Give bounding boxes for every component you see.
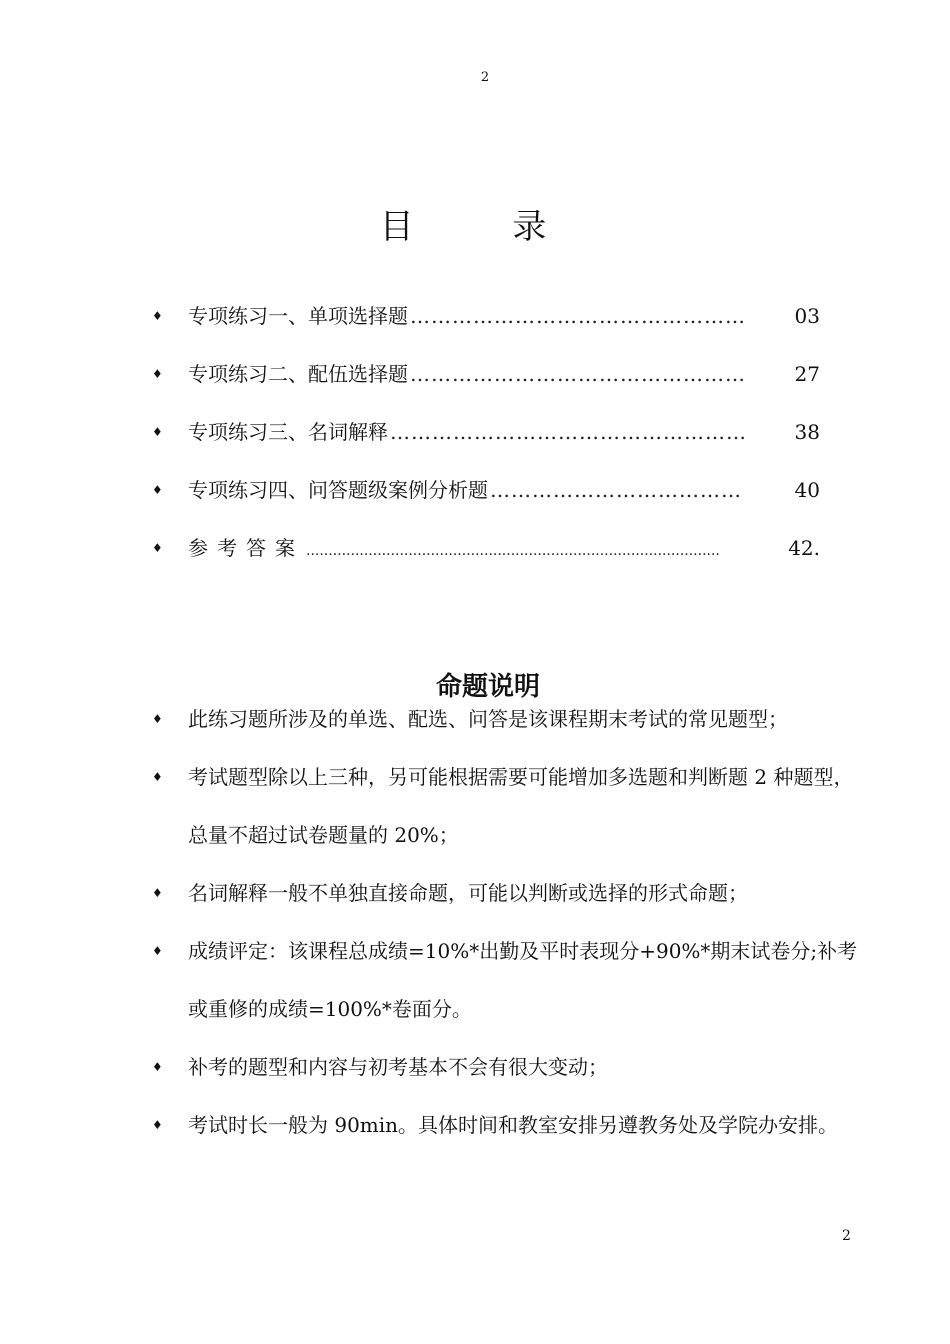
note-item <box>152 690 864 748</box>
diamond-bullet-icon: ♦ <box>152 367 163 381</box>
toc-leader-dots: ………………………………………… <box>410 304 746 328</box>
toc-item-page: 40 <box>794 478 820 502</box>
note-item <box>152 748 864 864</box>
diamond-bullet-icon: ♦ <box>152 944 163 958</box>
diamond-bullet-icon: ♦ <box>152 770 163 784</box>
toc-item-page: 38 <box>794 420 820 444</box>
diamond-bullet-icon: ♦ <box>152 1118 163 1132</box>
notes-title: 命题说明 <box>435 671 540 702</box>
diamond-bullet-icon: ♦ <box>152 541 163 555</box>
notes-list <box>152 690 864 1154</box>
toc-leader-dots: ………………………………………… <box>410 362 746 386</box>
toc-item-page: 42. <box>788 536 820 560</box>
toc-leader-dots: …………………………………………… <box>390 420 747 444</box>
toc-leader-dots: ……………………………… <box>490 478 742 502</box>
note-text: 考试时长一般为 90min。具体时间和教室安排另遵教务处及学院办安排。 <box>188 1113 839 1137</box>
toc-item-label: 专项练习一、单项选择题 <box>188 304 408 328</box>
toc-item[interactable] <box>152 300 820 358</box>
diamond-bullet-icon: ♦ <box>152 712 163 726</box>
toc-item-page: 27 <box>794 362 820 386</box>
note-text: 补考的题型和内容与初考基本不会有很大变动； <box>188 1055 608 1079</box>
diamond-bullet-icon: ♦ <box>152 309 163 323</box>
note-item <box>152 1038 864 1096</box>
note-text: 名词解释一般不单独直接命题，可能以判断或选择的形式命题； <box>188 881 748 905</box>
toc-item[interactable] <box>152 416 820 474</box>
diamond-bullet-icon: ♦ <box>152 1060 163 1074</box>
toc-item-label: 参考答案 <box>188 536 304 560</box>
toc-item-label: 专项练习三、名词解释 <box>188 420 388 444</box>
toc-item-page: 03 <box>794 304 820 328</box>
footer-page-number: 2 <box>842 1228 851 1244</box>
note-text: 此练习题所涉及的单选、配选、问答是该课程期末考试的常见题型； <box>188 707 788 731</box>
note-item <box>152 922 864 1038</box>
toc-item-label: 专项练习四、问答题级案例分析题 <box>188 478 488 502</box>
toc-item[interactable] <box>152 532 820 590</box>
diamond-bullet-icon: ♦ <box>152 425 163 439</box>
header-page-number: 2 <box>480 70 490 85</box>
toc-item[interactable] <box>152 358 820 416</box>
toc-list <box>152 300 820 590</box>
note-text: 考试题型除以上三种，另可能根据需要可能增加多选题和判断题 2 种题型，总量不超过试卷题量的 20%； <box>188 765 854 847</box>
toc-item[interactable] <box>152 474 820 532</box>
note-item <box>152 1096 864 1154</box>
diamond-bullet-icon: ♦ <box>152 483 163 497</box>
diamond-bullet-icon: ♦ <box>152 886 163 900</box>
toc-leader-dots: ............................................................................................. <box>306 543 720 559</box>
note-text: 成绩评定：该课程总成绩=10%*出勤及平时表现分+90%*期末试卷分;补考或重修的成绩=100%*卷面分。 <box>188 939 858 1021</box>
toc-item-label: 专项练习二、配伍选择题 <box>188 362 408 386</box>
note-item <box>152 864 864 922</box>
toc-title: 目 录 <box>379 206 591 247</box>
